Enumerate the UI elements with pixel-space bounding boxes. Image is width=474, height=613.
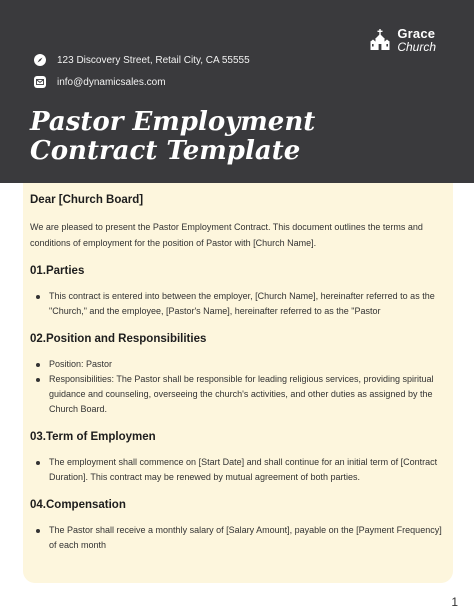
title-line-1: Pastor Employment [30,107,316,137]
intro-paragraph: We are pleased to present the Pastor Employment Contract. This document outlines the terms and conditions of employment for the position of Pastor with [Church Name]. [30,222,423,248]
church-icon [370,29,390,51]
greeting: Dear [Church Board] [30,194,144,206]
address-text: 123 Discovery Street, Retail City, CA 55555 [57,54,250,66]
section-list-term [30,455,446,485]
email-row [34,76,166,88]
section-title-term: 03.Term of Employmen [30,431,156,443]
section-title-compensation: 04.Compensation [30,499,126,511]
section-list-parties [30,289,446,319]
envelope-icon [34,76,46,88]
church-logo [370,27,436,53]
contract-body [23,183,453,583]
list-item: The employment shall commence on [Start Date] and shall continue for an initial term of [Contract Duration]. This contract may be renewed by mutual agreement of both parties. [30,455,446,485]
page-number: 1 [451,595,458,609]
address-row [34,54,250,66]
email-text[interactable]: info@dynamicsales.com [57,76,166,88]
title-line-2: Contract Template [30,136,301,166]
page-title [30,108,360,166]
section-list-compensation [30,523,446,553]
list-item: This contract is entered into between the employer, [Church Name], hereinafter referred to as the "Church," and the employee, [Pastor's Name], hereinafter referred to as the "Pastor [30,289,446,319]
document-header [0,0,474,183]
section-title-position: 02.Position and Responsibilities [30,333,207,345]
logo-name: Grace [397,26,436,41]
list-item: Position: Pastor [30,357,446,372]
logo-subtitle: Church [397,39,436,54]
section-title-parties: 01.Parties [30,265,85,277]
compass-icon [34,54,46,66]
list-item: Responsibilities: The Pastor shall be responsible for leading religious services, providing spiritual guidance and counseling, overseeing the church's activities, and other duties as assigned by the Church Board. [30,372,446,417]
list-item: The Pastor shall receive a monthly salary of [Salary Amount], payable on the [Payment Frequency] of each month [30,523,446,553]
section-list-position [30,357,446,417]
